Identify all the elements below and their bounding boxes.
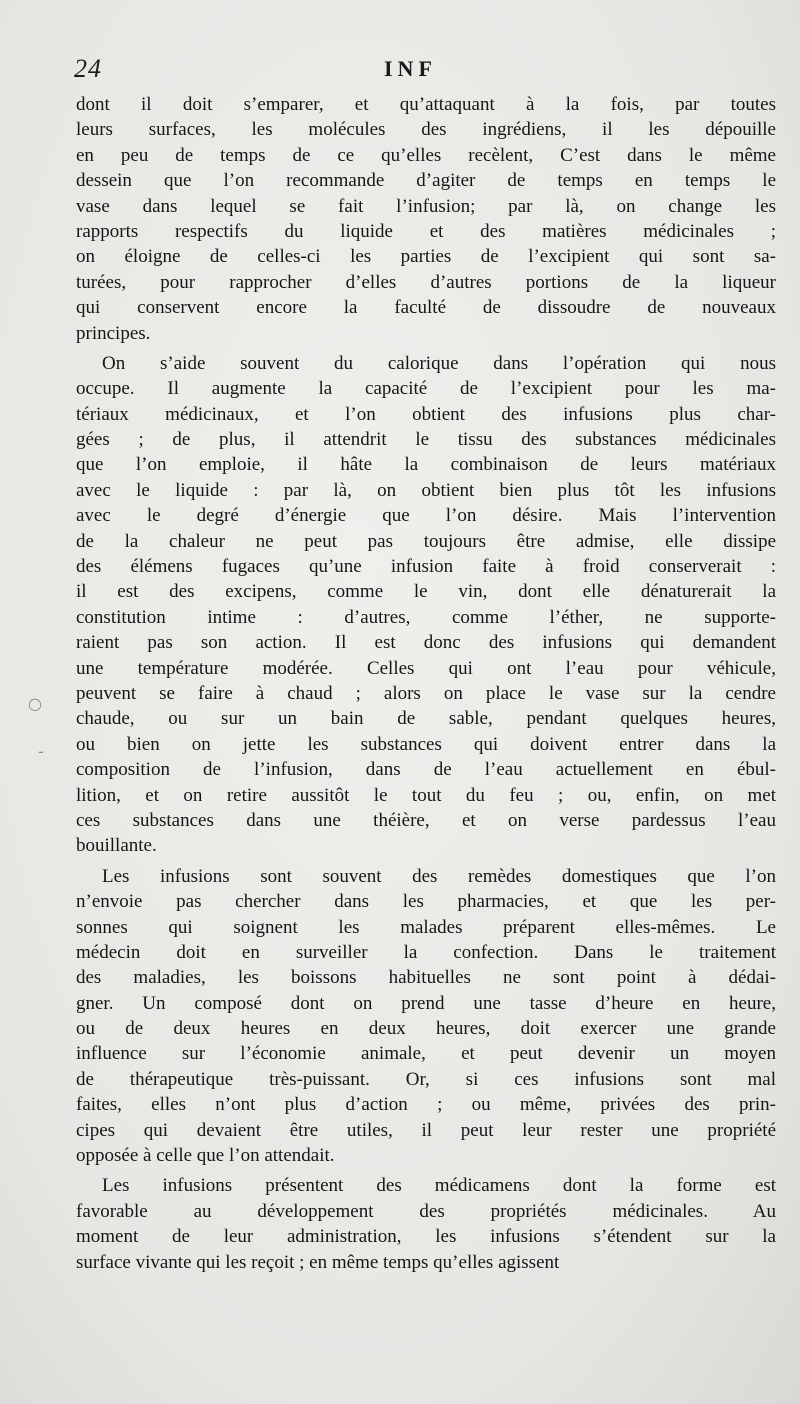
- text-line: il est des excipens, comme le vin, dont elle dénaturerait la: [76, 581, 776, 603]
- text-line: composition de l’infusion, dans de l’eau actuellement en ébul-: [76, 759, 776, 781]
- text-line: vase dans lequel se fait l’infusion; par là, on change les: [76, 195, 776, 217]
- text-line: que l’on emploie, il hâte la combinaison de leurs matériaux: [76, 454, 776, 476]
- text-line: faites, elles n’ont plus d’action ; ou même, privées des prin-: [76, 1094, 776, 1116]
- text-line: surface vivante qui les reçoit ; en même temps qu’elles agissent: [76, 1251, 560, 1273]
- text-line: moment de leur administration, les infusions s’étendent sur la: [76, 1226, 776, 1248]
- text-line: sonnes qui soignent les malades préparent elles-mêmes. Le: [76, 916, 776, 938]
- text-line: on éloigne de celles-ci les parties de l’excipient qui sont sa-: [76, 246, 776, 268]
- text-line: ou de deux heures en deux heures, doit exercer une grande: [76, 1018, 776, 1040]
- text-line: lition, et on retire aussitôt le tout du feu ; ou, enfin, on met: [76, 784, 776, 806]
- text-line: ces substances dans une théière, et on verse pardessus l’eau: [76, 809, 776, 831]
- text-line: Les infusions présentent des médicamens dont la forme est: [102, 1175, 776, 1197]
- text-line: cipes qui devaient être utiles, il peut leur rester une propriété: [76, 1119, 776, 1141]
- text-line: tériaux médicinaux, et l’on obtient des infusions plus char-: [76, 403, 776, 425]
- text-line: opposée à celle que l’on attendait.: [76, 1145, 335, 1167]
- paragraph: [76, 92, 776, 346]
- text-line: rapports respectifs du liquide et des matières médicinales ;: [76, 220, 776, 242]
- text-line: de thérapeutique très-puissant. Or, si ces infusions sont mal: [76, 1068, 776, 1090]
- text-line: turées, pour rapprocher d’elles d’autres portions de la liqueur: [76, 271, 776, 293]
- page-number: 24: [74, 54, 102, 83]
- text-line: chaude, ou sur un bain de sable, pendant quelques heures,: [76, 708, 776, 730]
- text-line: gées ; de plus, il attendrit le tissu des substances médicinales: [76, 429, 776, 451]
- margin-circle-mark: ○: [28, 694, 42, 713]
- text-line: avec le liquide : par là, on obtient bien plus tôt les infusions: [76, 479, 776, 501]
- text-line: des maladies, les boissons habituelles ne sont point à dédai-: [76, 967, 776, 989]
- text-line: en peu de temps de ce qu’elles recèlent, C’est dans le même: [76, 144, 776, 166]
- text-line: peuvent se faire à chaud ; alors on place le vase sur la cendre: [76, 682, 776, 704]
- running-headword: INF: [384, 56, 437, 81]
- text-line: influence sur l’économie animale, et peut devenir un moyen: [76, 1043, 776, 1065]
- text-line: ou bien on jette les substances qui doivent entrer dans la: [76, 733, 776, 755]
- text-line: n’envoie pas chercher dans les pharmacies, et que les per-: [76, 891, 776, 913]
- paragraph: [76, 864, 776, 1169]
- text-line: constitution intime : d’autres, comme l’éther, ne supporte-: [76, 606, 776, 628]
- text-line: occupe. Il augmente la capacité de l’excipient pour les ma-: [76, 378, 776, 400]
- margin-tick-mark: -: [38, 742, 44, 761]
- paragraph: [76, 1173, 776, 1275]
- text-line: favorable au développement des propriétés médicinales. Au: [76, 1200, 776, 1222]
- text-line: une température modérée. Celles qui ont l’eau pour véhicule,: [76, 657, 776, 679]
- text-line: leurs surfaces, les molécules des ingrédiens, il les dépouille: [76, 119, 776, 141]
- text-line: dont il doit s’emparer, et qu’attaquant à la fois, par toutes: [76, 94, 776, 115]
- text-line: des élémens fugaces qu’une infusion faite à froid conserverait :: [76, 556, 776, 578]
- text-line: médecin doit en surveiller la confection. Dans le traitement: [76, 941, 776, 963]
- text-line: bouillante.: [76, 835, 157, 857]
- text-line: raient pas son action. Il est donc des infusions qui demandent: [76, 632, 776, 654]
- text-line: Les infusions sont souvent des remèdes domestiques que l’on: [102, 865, 776, 887]
- text-line: dessein que l’on recommande d’agiter de temps en temps le: [76, 170, 776, 192]
- text-line: gner. Un composé dont on prend une tasse d’heure en heure,: [76, 992, 776, 1014]
- text-line: principes.: [76, 322, 151, 344]
- text-line: qui conservent encore la faculté de dissoudre de nouveaux: [76, 297, 776, 319]
- running-head: [74, 54, 774, 94]
- paragraph: [76, 351, 776, 859]
- text-line: avec le degré d’énergie que l’on désire. Mais l’intervention: [76, 505, 776, 527]
- body-text: [76, 92, 776, 1275]
- text-line: de la chaleur ne peut pas toujours être admise, elle dissipe: [76, 530, 776, 552]
- text-line: On s’aide souvent du calorique dans l’opération qui nous: [102, 352, 776, 374]
